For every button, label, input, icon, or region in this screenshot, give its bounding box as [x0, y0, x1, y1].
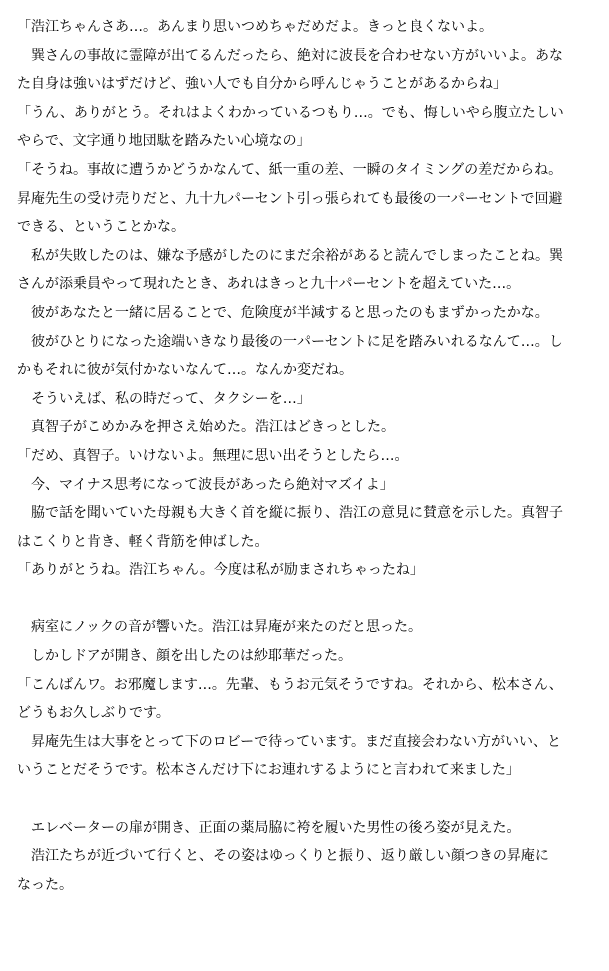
- text-line: 巽さんの事故に霊障が出てるんだったら、絶対に波長を合わせない方がいいよ。あな: [17, 47, 563, 64]
- text-line: 「そうね。事故に遭うかどうかなんて、紙一重の差、一瞬のタイミングの差だからね。: [17, 161, 563, 178]
- text-line: はこくりと肯き、軽く背筋を伸ばした。: [17, 533, 269, 550]
- text-line: 彼があなたと一緒に居ることで、危険度が半減すると思ったのもまずかったかな。: [17, 304, 549, 321]
- text-line: 病室にノックの音が響いた。浩江は昇庵が来たのだと思った。: [17, 619, 423, 636]
- text-line: 脇で話を聞いていた母親も大きく首を縦に振り、浩江の意見に賛意を示した。真智子: [17, 505, 563, 522]
- text-line: さんが添乗員やって現れたとき、あれはきっと九十パーセントを超えていた…。: [17, 276, 521, 293]
- text-line: やらで、文字通り地団駄を踏みたい心境なの」: [17, 133, 311, 150]
- text-line: できる、ということかな。: [17, 219, 185, 236]
- text-line: どうもお久しぶりです。: [17, 705, 170, 722]
- text-line: いうことだそうです。松本さんだけ下にお連れするようにと言われて来ました」: [17, 762, 520, 779]
- text-line: 「浩江ちゃんさあ…。あんまり思いつめちゃだめだよ。きっと良くないよ。: [17, 19, 493, 35]
- text-line: 「ありがとうね。浩江ちゃん。今度は私が励まされちゃったね」: [17, 562, 424, 579]
- text-line: 今、マイナス思考になって波長があったら絶対マズイよ」: [17, 476, 394, 493]
- text-line: 「だめ、真智子。いけないよ。無理に思い出そうとしたら…。: [17, 447, 409, 464]
- text-line: 彼がひとりになった途端いきなり最後の一パーセントに足を踏みいれるなんて…。し: [17, 333, 563, 350]
- blank-line: [17, 785, 603, 814]
- text-line: かもそれに彼が気付かないなんて…。なんか変だね。: [17, 362, 353, 379]
- text-line: 「うん、ありがとう。それはよくわかっているつもり…。でも、悔しいやら腹立たしい: [17, 104, 564, 121]
- text-line: た自身は強いはずだけど、強い人でも自分から呼んじゃうことがあるからね」: [17, 76, 507, 93]
- novel-text-body: [17, 13, 603, 899]
- text-line: 私が失敗したのは、嫌な予感がしたのにまだ余裕があると読んでしまったことね。巽: [17, 247, 563, 264]
- blank-line: [17, 585, 603, 614]
- text-line: 昇庵先生の受け売りだと、九十九パーセント引っ張られても最後の一パーセントで回避: [17, 190, 563, 207]
- text-line: 昇庵先生は大事をとって下のロビーで待っています。まだ直接会わない方がいい、と: [17, 733, 562, 750]
- text-line: なった。: [17, 876, 73, 893]
- text-line: そういえば、私の時だって、タクシーを…」: [17, 390, 311, 407]
- text-line: しかしドアが開き、顔を出したのは紗耶華だった。: [17, 648, 353, 665]
- text-line: 「こんばんワ。お邪魔します…。先輩、もうお元気そうですね。それから、松本さん、: [17, 676, 563, 693]
- text-line: 真智子がこめかみを押さえ始めた。浩江はどきっとした。: [17, 419, 395, 436]
- text-line: 浩江たちが近づいて行くと、その姿はゆっくりと振り、返り厳しい顔つきの昇庵に: [17, 848, 549, 865]
- text-line: エレベーターの扉が開き、正面の薬局脇に袴を履いた男性の後ろ姿が見えた。: [17, 819, 521, 836]
